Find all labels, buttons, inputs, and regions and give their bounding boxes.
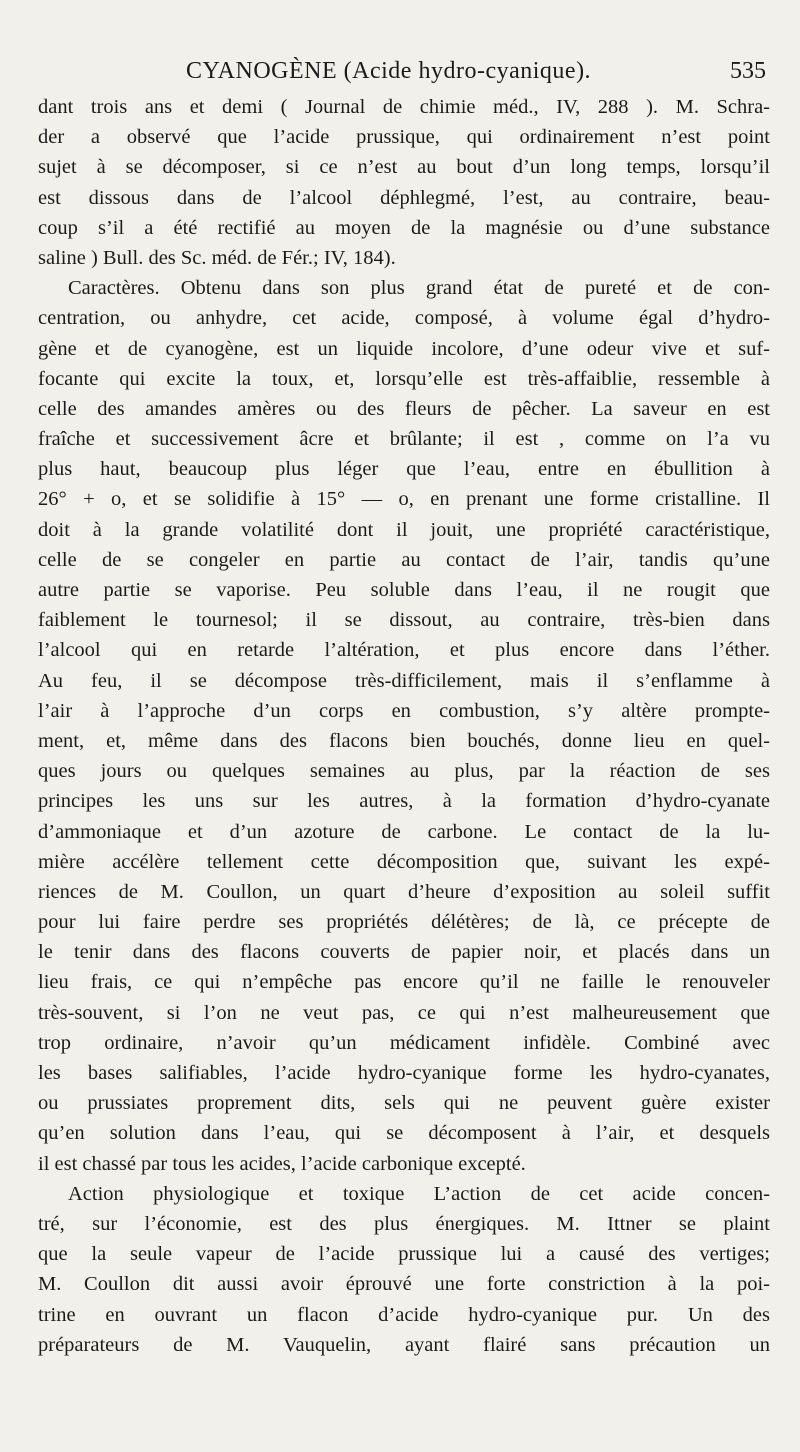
- text-line: principes les uns sur les autres, à la formation d’hydro-cyanate: [38, 790, 770, 813]
- text-line: très-souvent, si l’on ne veut pas, ce qui n’est malheureusement que: [38, 1001, 770, 1024]
- text-line: mière accélère tellement cette décomposition que, suivant les expé-: [38, 850, 770, 873]
- text-line: saline ) Bull. des Sc. méd. de Fér.; IV, 184).: [38, 246, 396, 269]
- text-line: lieu frais, ce qui n’empêche pas encore qu’il ne faille le renouveler: [38, 971, 770, 994]
- running-header: [38, 58, 770, 92]
- body-text: [38, 92, 770, 1360]
- text-line: est dissous dans de l’alcool déphlegmé, l’est, au contraire, beau-: [38, 186, 770, 209]
- text-line: riences de M. Coullon, un quart d’heure d’exposition au soleil suffit: [38, 880, 770, 903]
- text-line: ou prussiates proprement dits, sels qui ne peuvent guère exister: [38, 1092, 770, 1115]
- text-line: l’alcool qui en retarde l’altération, et plus encore dans l’éther.: [38, 639, 770, 662]
- text-line: ment, et, même dans des flacons bien bouchés, donne lieu en quel-: [38, 729, 770, 752]
- text-line: Caractères. Obtenu dans son plus grand état de pureté et de con-: [68, 277, 770, 300]
- text-line: le tenir dans des flacons couverts de papier noir, et placés dans un: [38, 941, 770, 964]
- text-line: dant trois ans et demi ( Journal de chimie méd., IV, 288 ). M. Schra-: [38, 96, 770, 118]
- running-title: CYANOGÈNE (Acide hydro-cyanique).: [186, 58, 592, 84]
- paragraph-2: [38, 273, 770, 1179]
- text-line: centration, ou anhydre, cet acide, composé, à volume égal d’hydro-: [38, 307, 770, 330]
- text-line: d’ammoniaque et d’un azoture de carbone. Le contact de la lu-: [38, 820, 770, 843]
- text-line: il est chassé par tous les acides, l’acide carbonique excepté.: [38, 1152, 526, 1175]
- text-line: faiblement le tournesol; il se dissout, au contraire, très-bien dans: [38, 609, 770, 632]
- text-line: tré, sur l’économie, est des plus énergiques. M. Ittner se plaint: [38, 1212, 770, 1235]
- text-line: trine en ouvrant un flacon d’acide hydro-cyanique pur. Un des: [38, 1303, 770, 1326]
- text-line: der a observé que l’acide prussique, qui ordinairement n’est point: [38, 126, 770, 149]
- text-line: fraîche et successivement âcre et brûlante; il est , comme on l’a vu: [38, 428, 770, 451]
- text-line: qu’en solution dans l’eau, qui se décomposent à l’air, et desquels: [38, 1122, 770, 1145]
- text-line: trop ordinaire, n’avoir qu’un médicament infidèle. Combiné avec: [38, 1031, 770, 1054]
- text-line: focante qui excite la toux, et, lorsqu’elle est très-affaiblie, ressemble à: [38, 367, 770, 390]
- text-line: doit à la grande volatilité dont il jouit, une propriété caractéristique,: [38, 518, 770, 541]
- text-line: l’air à l’approche d’un corps en combustion, s’y altère prompte-: [38, 699, 770, 722]
- text-line: pour lui faire perdre ses propriétés délétères; de là, ce précepte de: [38, 911, 770, 934]
- text-line: sujet à se décomposer, si ce n’est au bout d’un long temps, lorsqu’il: [38, 156, 770, 179]
- text-line: Au feu, il se décompose très-difficilement, mais il s’enflamme à: [38, 669, 770, 692]
- text-line: plus haut, beaucoup plus léger que l’eau, entre en ébullition à: [38, 458, 770, 481]
- text-line: préparateurs de M. Vauquelin, ayant flairé sans précaution un: [38, 1333, 770, 1356]
- text-line: M. Coullon dit aussi avoir éprouvé une forte constriction à la poi-: [38, 1273, 770, 1296]
- text-line: celle des amandes amères ou des fleurs de pêcher. La saveur en est: [38, 397, 770, 420]
- text-line: ques jours ou quelques semaines au plus, par la réaction de ses: [38, 760, 770, 783]
- text-line: Action physiologique et toxique L’action de cet acide concen-: [68, 1182, 770, 1205]
- text-line: celle de se congeler en partie au contact de l’air, tandis qu’une: [38, 548, 770, 571]
- paragraph-3: [38, 1179, 770, 1360]
- text-line: autre partie se vaporise. Peu soluble dans l’eau, il ne rougit que: [38, 579, 770, 601]
- text-line: 26° + o, et se solidifie à 15° — o, en prenant une forme cristalline. Il: [38, 488, 770, 511]
- text-line: coup s’il a été rectifié au moyen de la magnésie ou d’une substance: [38, 216, 770, 239]
- page-number: 535: [730, 58, 766, 84]
- paragraph-1: [38, 92, 770, 273]
- text-line: les bases salifiables, l’acide hydro-cyanique forme les hydro-cyanates,: [38, 1062, 770, 1084]
- text-line: gène et de cyanogène, est un liquide incolore, d’une odeur vive et suf-: [38, 337, 770, 360]
- text-line: que la seule vapeur de l’acide prussique lui a causé des vertiges;: [38, 1243, 770, 1266]
